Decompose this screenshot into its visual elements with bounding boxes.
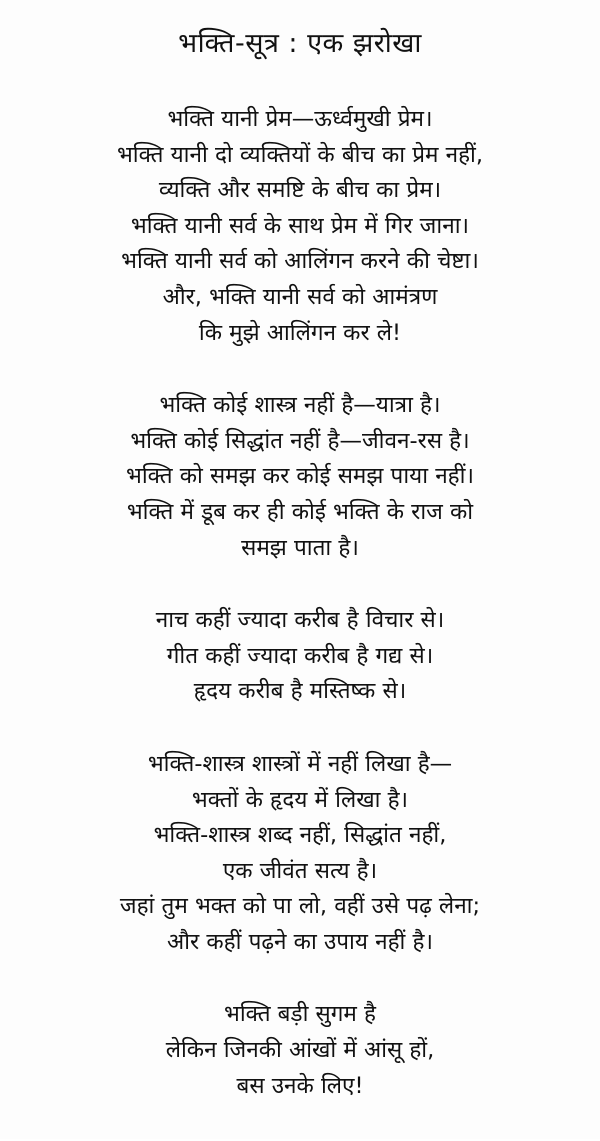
poem-line: और, भक्ति यानी सर्व को आमंत्रण [162,283,438,310]
poem-line: बस उनके लिए! [236,1072,364,1099]
poem-line: नाच कहीं ज्यादा करीब है विचार से। [155,607,445,634]
poem-line: लेकिन जिनकी आंखों में आंसू हों, [165,1037,435,1064]
poem-line: भक्ति यानी सर्व के साथ प्रेम में गिर जाना। [130,212,470,239]
poem-line: और कहीं पढ़ने का उपाय नहीं है। [167,928,433,955]
poem-line: कि मुझे आलिंगन कर ले! [198,319,402,346]
stanza-4 [0,747,600,961]
poem-line: भक्ति यानी सर्व को आलिंगन करने की चेष्टा। [121,248,479,275]
poem-line: भक्ति कोई शास्त्र नहीं है—यात्रा है। [159,392,441,419]
poem-line: भक्ति में डूब कर ही कोई भक्ति के राज को [126,498,474,525]
poem-line: भक्ति बड़ी सुगम है [224,1001,376,1028]
poem-line: भक्ति यानी दो व्यक्तियों के बीच का प्रेम नहीं, [116,141,484,168]
poem-line: भक्ति-शास्त्र शब्द नहीं, सिद्धांत नहीं, [153,822,447,849]
stanza-2 [0,388,600,566]
poem-line: भक्ति यानी प्रेम—ऊर्ध्वमुखी प्रेम। [167,106,433,132]
poem-line: भक्तों के हृदय में लिखा है। [191,786,409,813]
poem-line: गीत कहीं ज्यादा करीब है गद्य से। [166,642,434,669]
poem-line: जहां तुम भक्त को पा लो, वहीं उसे पढ़ लेना; [119,893,481,920]
stanza-5 [0,997,600,1104]
poem-line: समझ पाता है। [241,534,359,561]
stanza-3 [0,603,600,710]
poem-body [0,102,600,1141]
poem-title: भक्ति-सूत्र : एक झरोखा [178,28,422,59]
poem-line: हृदय करीब है मस्तिष्क से। [193,678,407,705]
poem-line: एक जीवंत सत्य है। [222,857,378,884]
poem-line: व्यक्ति और समष्टि के बीच का प्रेम। [158,177,442,204]
poem-line: भक्ति-शास्त्र शास्त्रों में नहीं लिखा है— [147,750,453,777]
poem-line: भक्ति कोई सिद्धांत नहीं है—जीवन-रस है। [130,427,470,454]
poem-line: भक्ति को समझ कर कोई समझ पाया नहीं। [126,463,474,490]
stanza-1 [0,102,600,351]
